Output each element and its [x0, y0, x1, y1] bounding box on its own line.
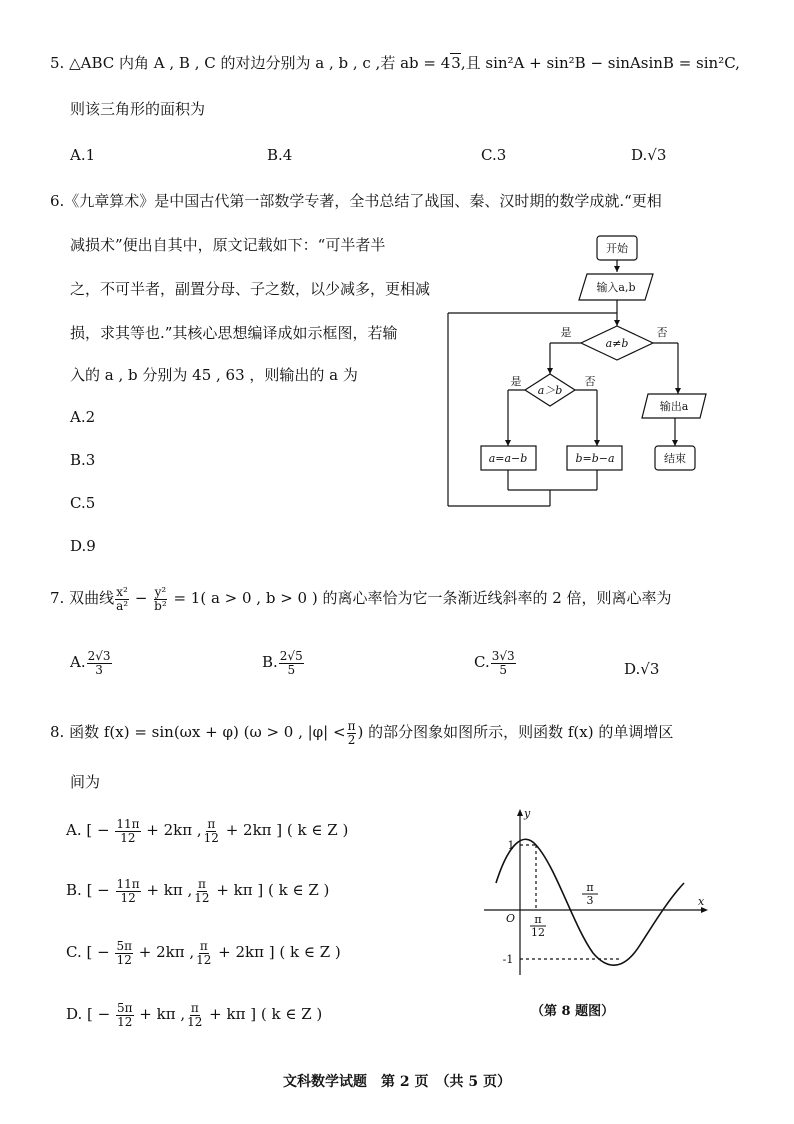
graph-pi12-num: π — [534, 913, 542, 926]
q6-stem-line1: 6.《九章算术》是中国古代第一部数学专著，全书总结了战国、秦、汉时期的数学成就.“更相 — [50, 192, 662, 210]
q6-stem-line5: 入的 a , b 分别为 45 , 63 ，则输出的 a 为 — [70, 366, 358, 384]
flow-cond1-text: a≠b — [605, 337, 629, 350]
q8-option-b: B. [ − $\frac{11\pi}{12}$ + kπ , $\frac{\pi}{12}$ + kπ ] ( k ∈ Z ) — [66, 877, 330, 905]
flow-end-text: 结束 — [664, 452, 686, 465]
graph-y-label: y — [524, 807, 531, 820]
q6-flowchart — [440, 228, 710, 513]
q6-stem-line4: 损，求其等也.”其核心思想编译成如示框图，若输 — [70, 324, 398, 342]
q7-suffix: = 1( a > 0 , b > 0 ) 的离心率恰为它一条渐近线斜率的 2 倍，则离心率为 — [168, 589, 672, 608]
q8-option-d: D. [ − $\frac{5\pi}{12}$ + kπ , $\frac{\pi}{12}$ + kπ ] ( k ∈ Z ) — [66, 1001, 323, 1029]
q8-option-a: A. [ − $\frac{11\pi}{12}$ + 2kπ , $\frac{\pi}{12}$ + 2kπ ] ( k ∈ Z ) — [66, 817, 349, 845]
q7-frac-y: $\frac{\text{y²}}{\text{b²}}$ — [154, 585, 167, 613]
graph-origin-label: O — [506, 912, 516, 925]
flow-start-text: 开始 — [606, 242, 628, 255]
flow-input-text: 输入a,b — [596, 281, 636, 294]
q6-option-a: A.2 — [70, 408, 96, 426]
flow-output-text: 输出a — [659, 400, 689, 413]
flow-no2-text: 否 — [584, 375, 596, 388]
graph-pi3-num: π — [586, 881, 594, 894]
q5-stem-line2: 则该三角形的面积为 — [70, 100, 206, 118]
flow-no1-text: 否 — [656, 326, 668, 339]
q7-stem: 7. 双曲线 $\frac{\text{x²}}{\text{a²}}$ − $\frac{\text{y²}}{\text{b²}}$ = 1( a > 0 , b > 0 ) 的离心率恰为它一条渐近线斜率的 2 倍，则离心率为 — [50, 585, 672, 613]
q8-option-c: C. [ − $\frac{5\pi}{12}$ + 2kπ , $\frac{\pi}{12}$ + 2kπ ] ( k ∈ Z ) — [66, 939, 341, 967]
flow-assign-b-text: b=b−a — [575, 452, 615, 465]
flow-yes1-text: 是 — [560, 326, 572, 339]
q6-option-b: B.3 — [70, 451, 96, 469]
q7-option-c: C. $\frac{3√3}{5}$ — [474, 649, 515, 677]
q6-option-c: C.5 — [70, 494, 96, 512]
q7-option-b: B. $\frac{2√5}{5}$ — [262, 649, 303, 677]
q5-option-b: B.4 — [267, 146, 293, 164]
q8-stem-line2: 间为 — [70, 773, 101, 791]
q8-figure-caption: （第 8 题图） — [531, 1004, 615, 1019]
q7-prefix: 7. 双曲线 — [50, 589, 115, 608]
q5-stem-part-b: ,且 sin²A + sin²B − sinAsinB = sin²C, — [460, 54, 740, 72]
q8-sine-graph — [478, 805, 718, 980]
q7-frac-x: $\frac{\text{x²}}{\text{a²}}$ — [116, 585, 129, 613]
q5-stem-line1 — [50, 52, 740, 73]
q6-option-d: D.9 — [70, 537, 96, 555]
graph-one-label: 1 — [507, 839, 515, 852]
flow-cond2-text: a＞b — [537, 384, 563, 397]
flow-yes2-text: 是 — [510, 375, 522, 388]
q7-option-a: A. $\frac{2√3}{3}$ — [70, 649, 111, 677]
q5-option-d: D.√3 — [631, 146, 667, 164]
q5-sqrt-value: 3 — [451, 54, 461, 72]
q6-stem-line2: 减损术”便出自其中，原文记载如下：“可半者半 — [70, 236, 386, 254]
q6-stem-line3: 之，不可半者，副置分母、子之数，以少减多，更相减 — [70, 280, 431, 298]
q5-option-c: C.3 — [481, 146, 507, 164]
graph-pi3-den: 3 — [586, 894, 594, 907]
q7-option-d: D.√3 — [624, 660, 660, 678]
flow-assign-a-text: a=a−b — [488, 452, 528, 465]
graph-x-label: x — [698, 895, 705, 908]
q8-stem-line1: 8. 函数 f(x) = sin(ωx + φ) (ω > 0 , |φ| < $\frac{\pi}{2}$ ) 的部分图象如图所示，则函数 f(x) 的单调增区 — [50, 719, 674, 747]
graph-pi12-den: 12 — [531, 926, 545, 939]
q5-stem-part-a: 5. △ABC 内角 A , B , C 的对边分别为 a , b , c ,若 ab = 4 — [50, 54, 451, 72]
graph-neg-one-label: -1 — [502, 953, 514, 966]
q5-option-a: A.1 — [70, 146, 96, 164]
page-footer: 文科数学试题 第 2 页 （共 5 页） — [283, 1074, 511, 1090]
